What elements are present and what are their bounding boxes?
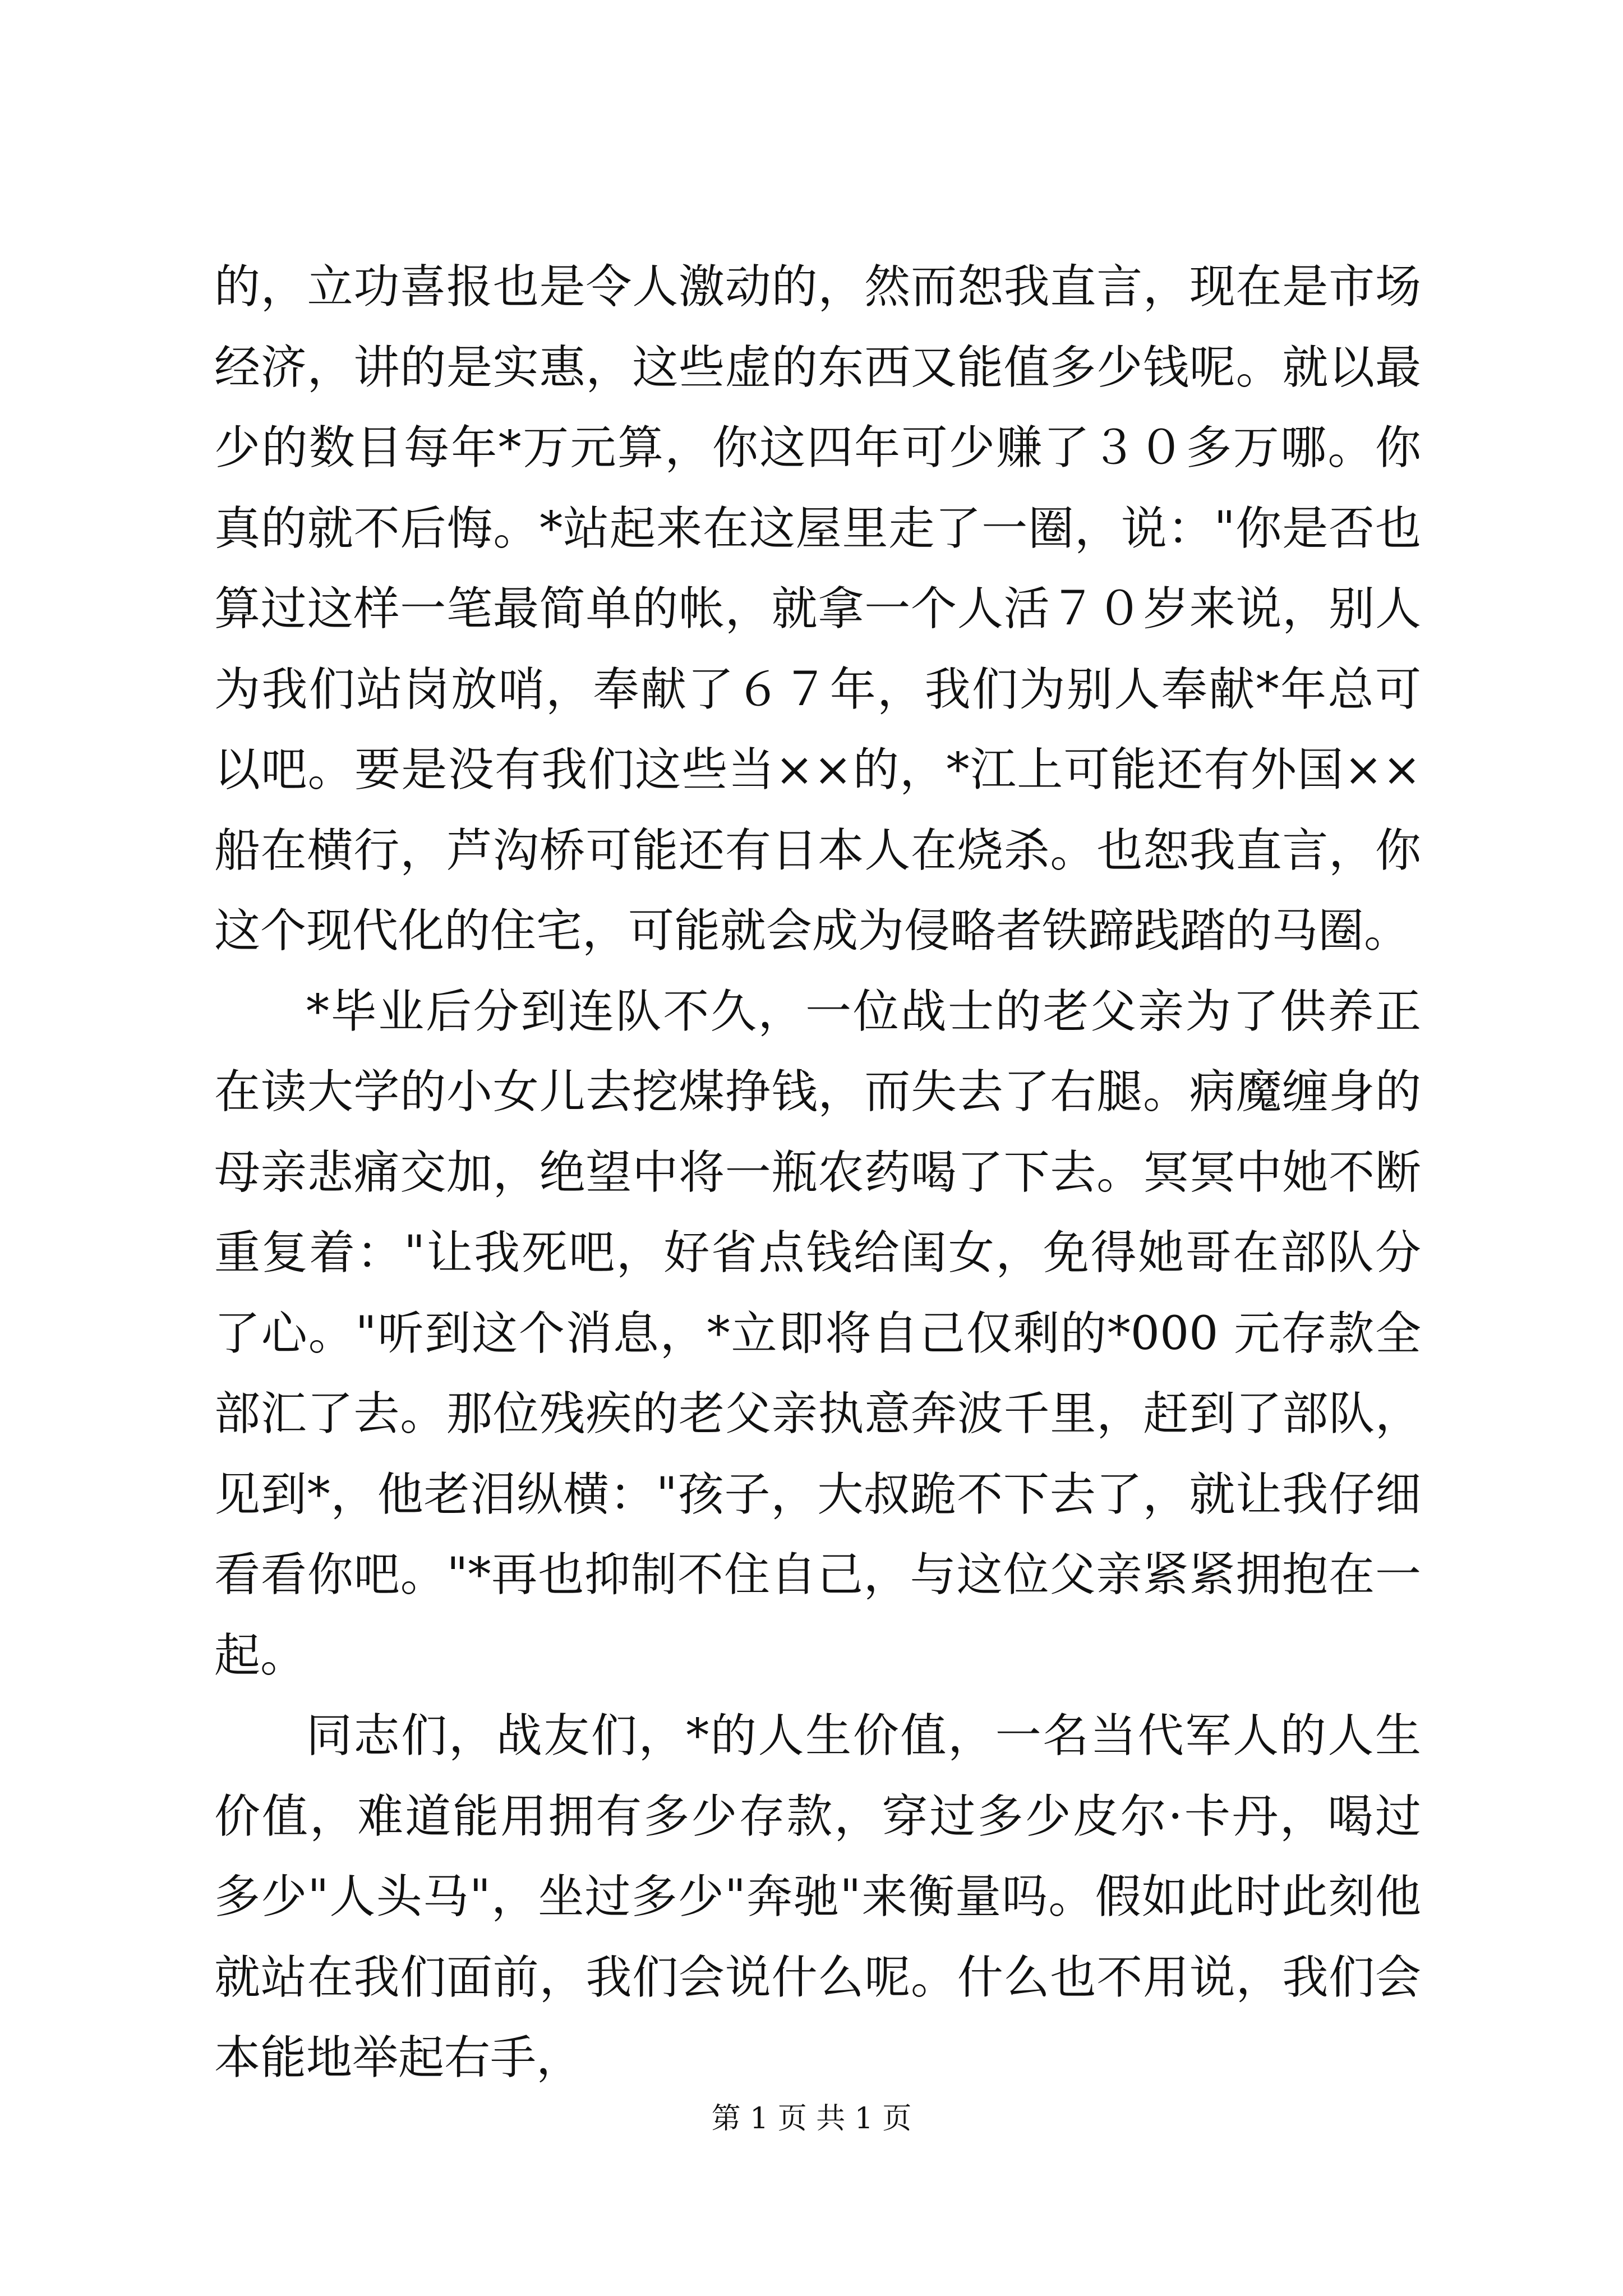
paragraph: 同志们，战友们，*的人生价值，一名当代军人的人生价值，难道能用拥有多少存款，穿过多少皮尔·卡丹，喝过多少"人头马"，坐过多少"奔驰"来衡量吗。假如此时此刻他就站在我们面前，我们会说什么呢。什么也不用说，我们会本能地举起右手， bbox=[214, 1709, 1421, 2085]
paragraph-continued: 的，立功喜报也是令人激动的，然而恕我直言，现在是市场经济，讲的是实惠，这些虚的东西又能值多少钱呢。就以最少的数目每年*万元算，你这四年可少赚了３０多万哪。你真的就不后悔。*站起来在这屋里走了一圈，说："你是否也算过这样一笔最简单的帐，就拿一个人活７０岁来说，别人为我们站岗放哨，奉献了６７年，我们为别人奉献*年总可以吧。要是没有我们这些当××的，*江上可能还有外国××船在横行，芦沟桥可能还有日本人在烧杀。也恕我直言，你这个现代化的住宅，可能就会成为侵略者铁蹄践踏的马圈。 bbox=[214, 260, 1421, 958]
document-body bbox=[214, 247, 1421, 2099]
page-number-footer: 第 1 页 共 1 页 bbox=[711, 2102, 912, 2136]
paragraph: *毕业后分到连队不久，一位战士的老父亲为了供养正在读大学的小女儿去挖煤挣钱，而失去了右腿。病魔缠身的母亲悲痛交加，绝望中将一瓶农药喝了下去。冥冥中她不断重复着："让我死吧，好省点钱给闺女，免得她哥在部队分了心。"听到这个消息，*立即将自己仅剩的*000 元存款全部汇了去。那位残疾的老父亲执意奔波千里，赶到了部队，见到*，他老泪纵横："孩子，大叔跪不下去了，就让我仔细看看你吧。"*再也抑制不住自己，与这位父亲紧紧拥抱在一起。 bbox=[214, 984, 1421, 1682]
